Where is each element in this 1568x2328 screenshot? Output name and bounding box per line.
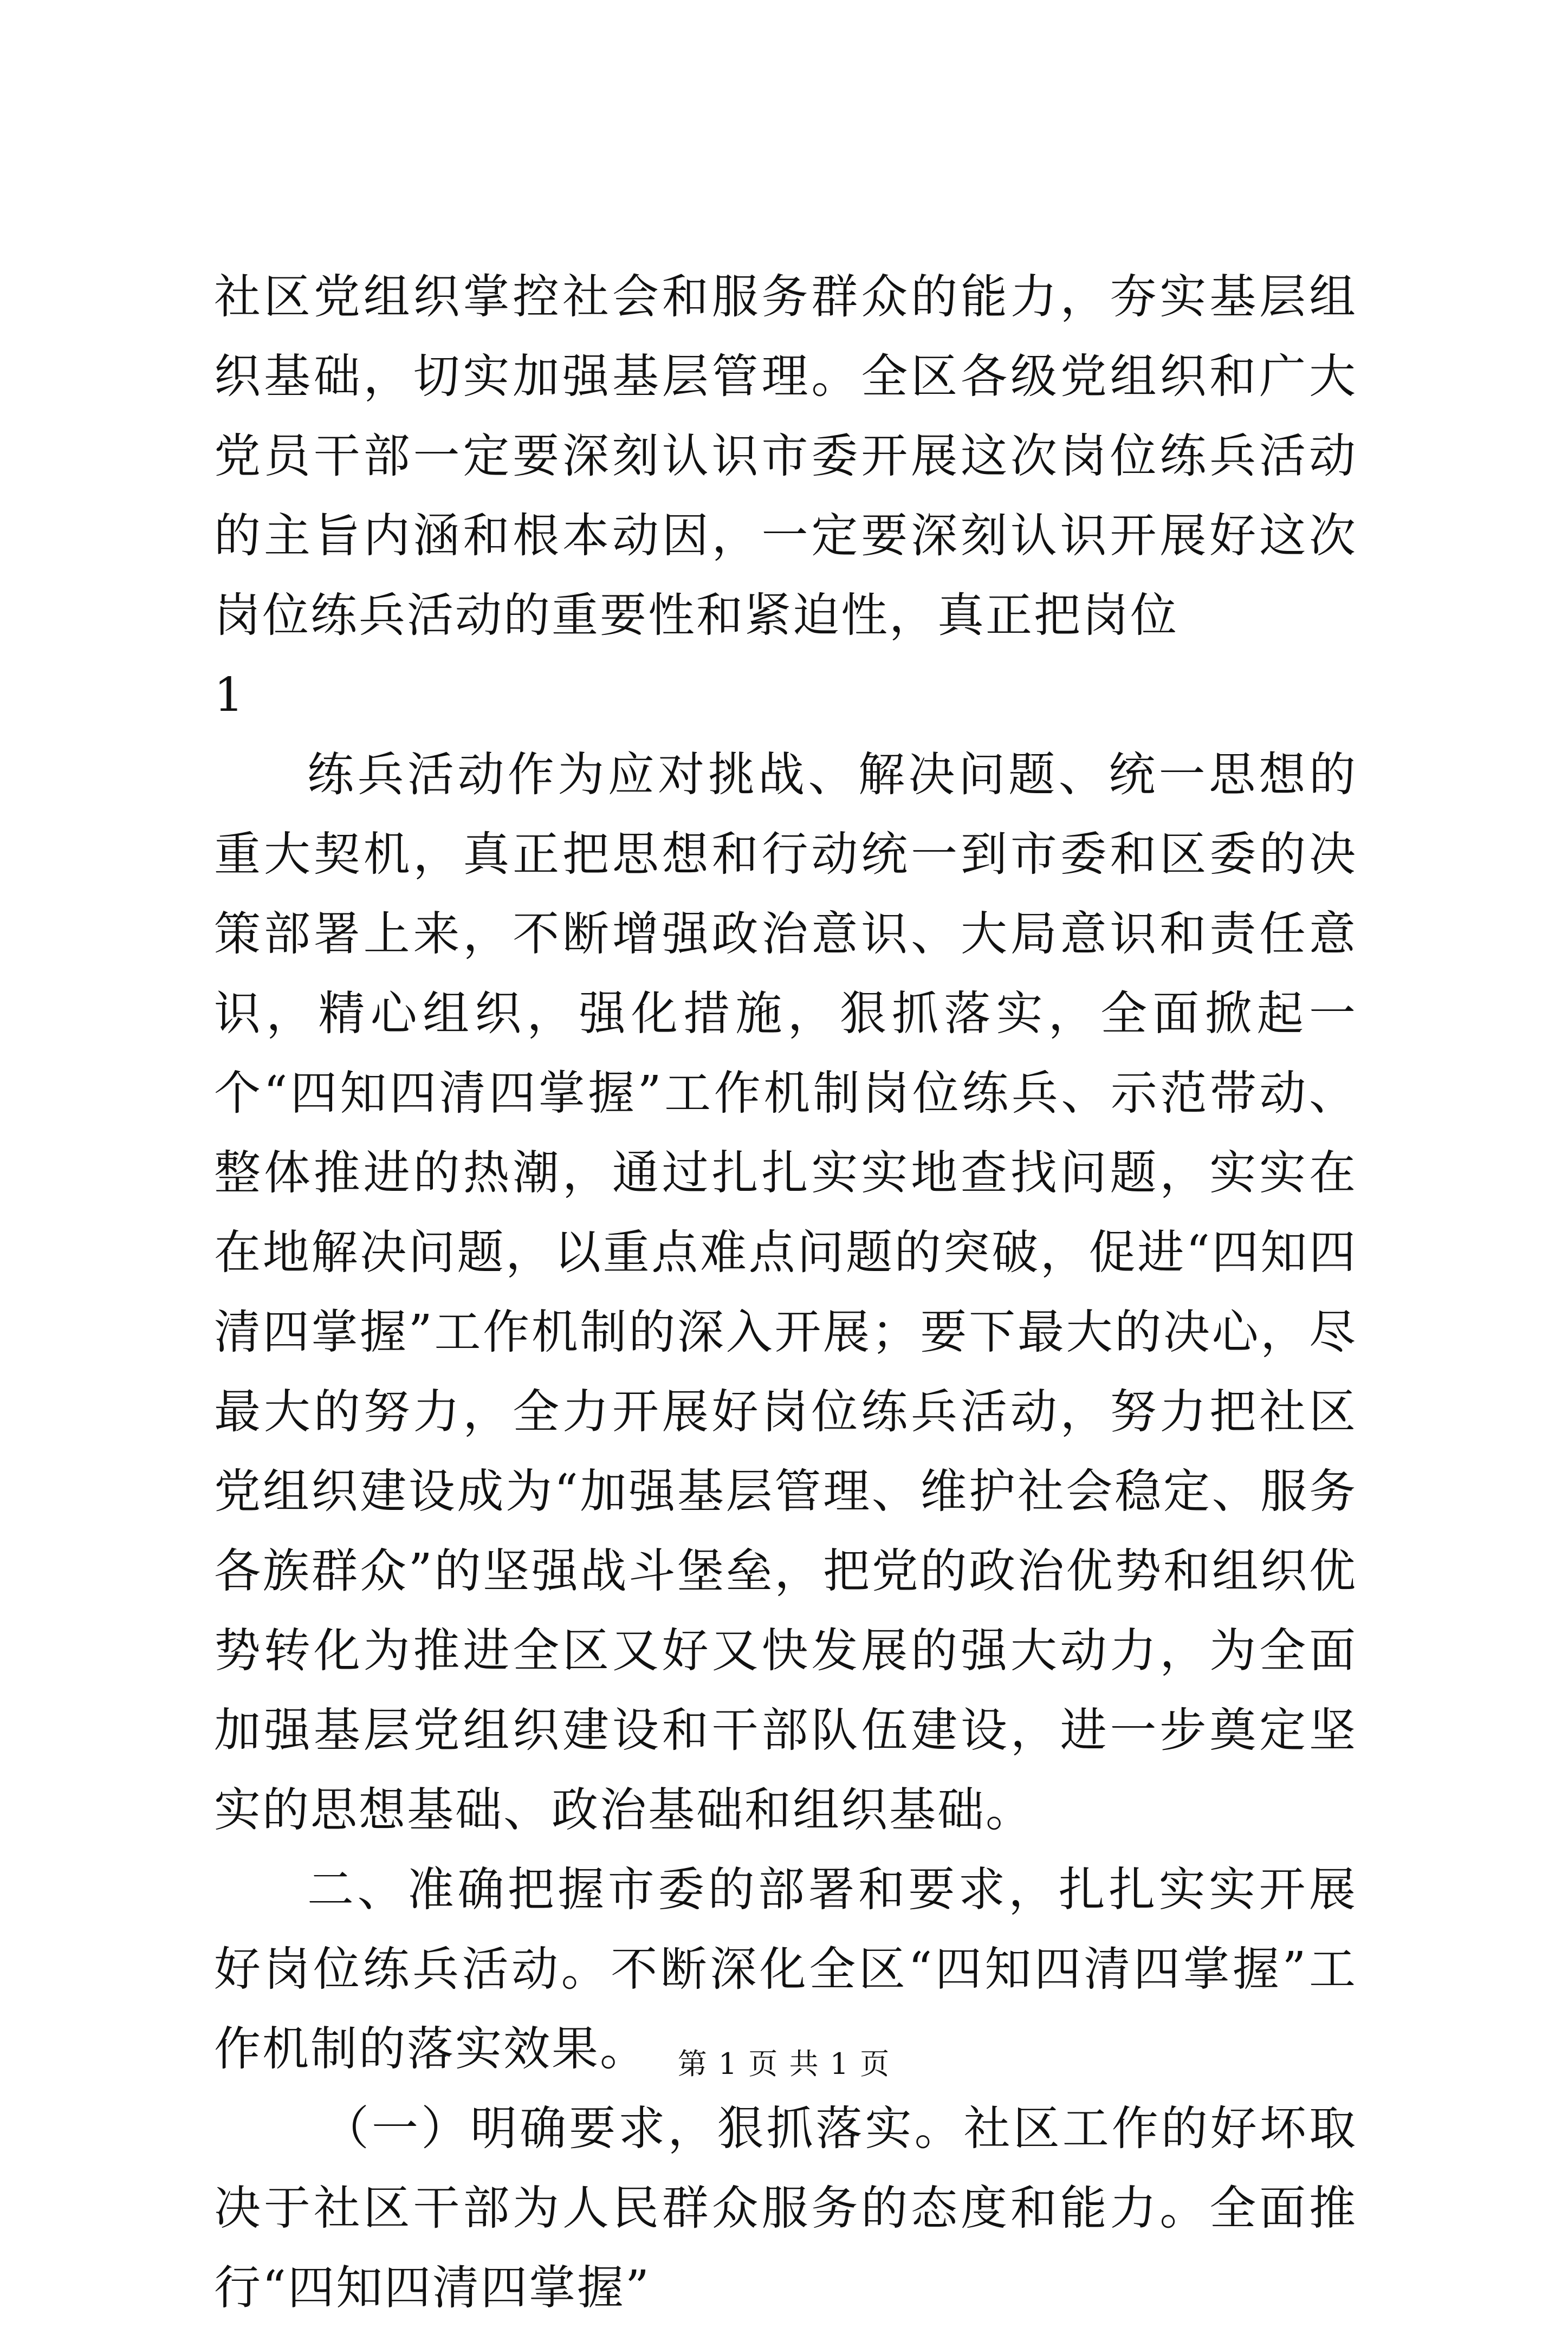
page-footer: 第 1 页 共 1 页 bbox=[677, 2047, 891, 2081]
inline-page-number: 1 bbox=[214, 668, 245, 722]
subsection-one: （一）明确要求，狠抓落实。社区工作的好坏取决于社区干部为人民群众服务的态度和能力。全面推行“四知四清四掌握” bbox=[214, 2102, 1357, 2315]
section-heading-two: 二、准确把握市委的部署和要求，扎扎实实开展好岗位练兵活动。不断深化全区“四知四清四掌握”工作机制的落实效果。 bbox=[214, 1863, 1357, 2076]
document-body bbox=[214, 257, 1357, 2328]
paragraph-training-activity: 练兵活动作为应对挑战、解决问题、统一思想的重大契机，真正把思想和行动统一到市委和区委的决策部署上来，不断增强政治意识、大局意识和责任意识，精心组织，强化措施，狠抓落实，全面掀起一个“四知四清四掌握”工作机制岗位练兵、示范带动、整体推进的热潮，通过扎扎实实地查找问题，实实在在地解决问题，以重点难点问题的突破，促进“四知四清四掌握”工作机制的深入开展；要下最大的决心，尽最大的努力，全力开展好岗位练兵活动，努力把社区党组织建设成为“加强基层管理、维护社会稳定、服务各族群众”的坚强战斗堡垒，把党的政治优势和组织优势转化为推进全区又好又快发展的强大动力，为全面加强基层党组织建设和干部队伍建设，进一步奠定坚实的思想基础、政治基础和组织基础。 bbox=[214, 748, 1357, 1837]
paragraph-continuation: 社区党组织掌控社会和服务群众的能力，夯实基层组织基础，切实加强基层管理。全区各级党组织和广大党员干部一定要深刻认识市委开展这次岗位练兵活动的主旨内涵和根本动因，一定要深刻认识开展好这次岗位练兵活动的重要性和紧迫性，真正把岗位 bbox=[214, 270, 1357, 643]
